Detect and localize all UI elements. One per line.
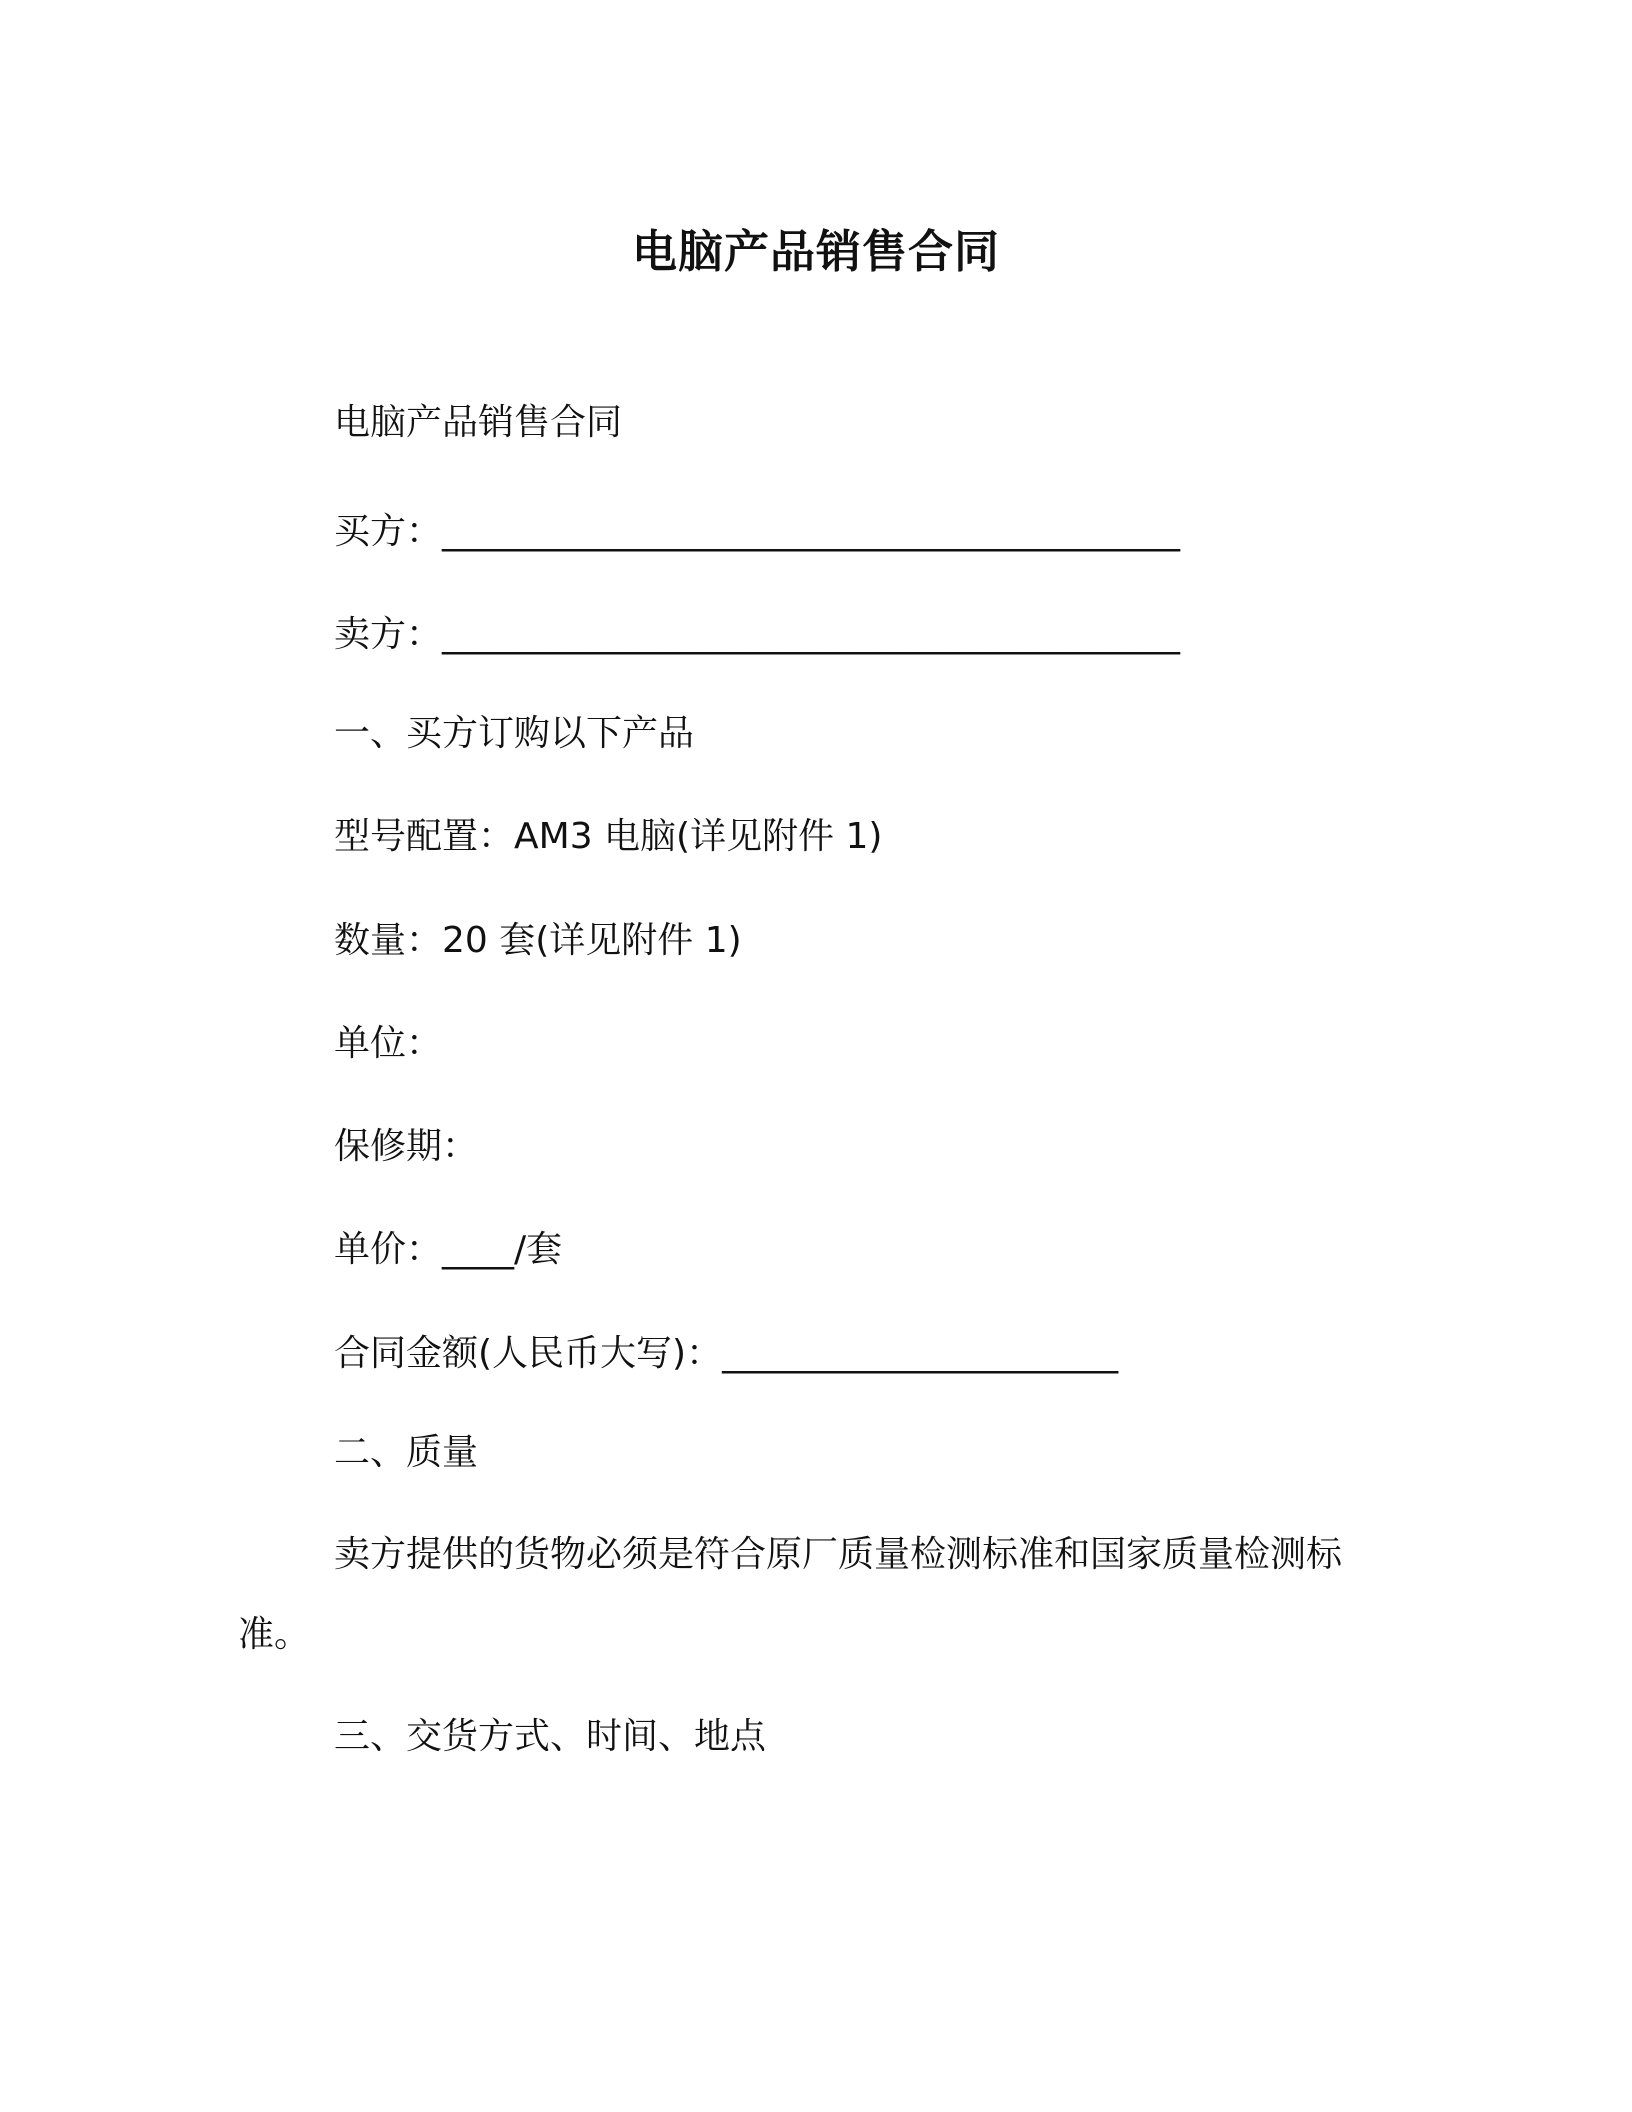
model-config-line: 型号配置：AM3 电脑(详见附件 1) bbox=[334, 816, 883, 857]
subtitle-line: 电脑产品销售合同 bbox=[334, 402, 623, 443]
buyer-field: 买方：_________________________________________ bbox=[334, 511, 1181, 552]
warranty-line: 保修期： bbox=[334, 1126, 479, 1167]
contract-amount-line: 合同金额(人民币大写)：______________________ bbox=[334, 1333, 1119, 1374]
seller-field: 卖方：_________________________________________ bbox=[334, 614, 1181, 655]
document-title: 电脑产品销售合同 bbox=[631, 225, 1000, 278]
section-two-heading: 二、质量 bbox=[334, 1432, 479, 1473]
unit-line: 单位： bbox=[334, 1023, 443, 1064]
quantity-line: 数量：20 套(详见附件 1) bbox=[334, 920, 742, 961]
section-three-heading: 三、交货方式、时间、地点 bbox=[334, 1716, 767, 1757]
unit-price-line: 单价：____/套 bbox=[334, 1229, 563, 1270]
section-one-heading: 一、买方订购以下产品 bbox=[334, 713, 695, 754]
quality-paragraph: 卖方提供的货物必须是符合原厂质量检测标准和国家质量检测标准。 bbox=[238, 1534, 1343, 1655]
